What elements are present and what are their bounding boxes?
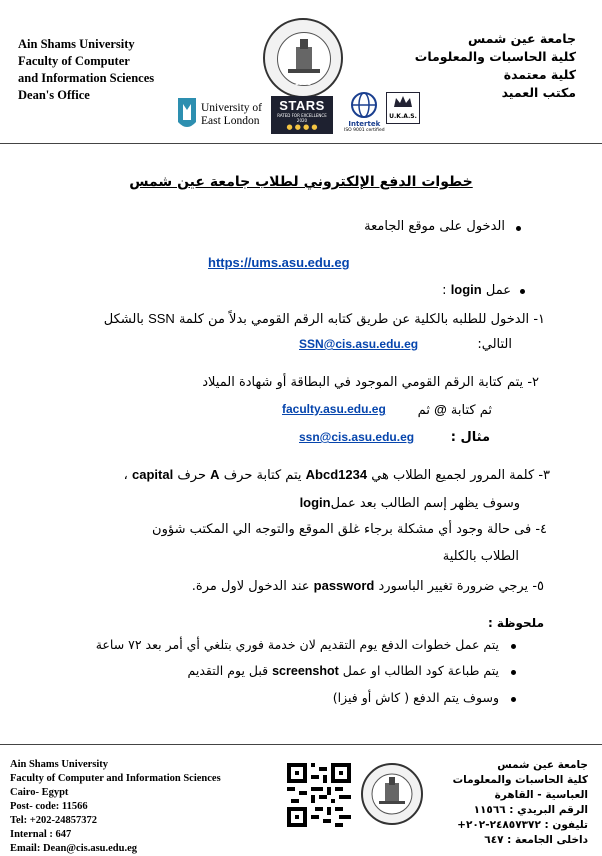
header-ar-office: مكتب العميد	[501, 85, 576, 100]
page-title: خطوات الدفع الإلكتروني لطلاب جامعة عين شمس	[129, 174, 473, 190]
stars-year: 2020	[296, 118, 308, 123]
footer-arabic-block	[453, 758, 588, 848]
footer-ar-tel: تليفون : ٢٤٨٥٧٣٧٢-٢٠٢+	[457, 819, 588, 831]
header-divider	[0, 143, 602, 144]
notes-title: ملحوظة :	[487, 616, 544, 630]
seal-building-icon	[278, 33, 330, 85]
note2-line	[188, 662, 499, 680]
footer-faculty: Faculty of Computer and Information Sciences	[10, 773, 221, 784]
footer-internal: Internal : 647	[10, 829, 72, 840]
item1-email-link[interactable]	[299, 337, 418, 351]
header-university-name: Ain Shams University	[18, 37, 135, 51]
footer-postcode: Post- code: 11566	[10, 801, 88, 812]
bullet-icon	[511, 644, 516, 649]
footer-university: Ain Shams University	[10, 759, 109, 770]
ukas-logo	[386, 92, 420, 124]
footer-english-block	[10, 758, 221, 856]
bullet-icon	[511, 670, 516, 675]
note1-text: يتم عمل خطوات الدفع يوم التقديم لان خدمة فوري بتلغي أي أمر بعد ٧٢ ساعة	[95, 637, 499, 652]
intertek-globe-icon	[347, 92, 381, 118]
header-english-block	[18, 36, 154, 104]
footer-email[interactable]: Email: Dean@cis.asu.edu.eg	[10, 843, 138, 854]
item1-num: ١-	[533, 312, 545, 327]
item3-comma: ،	[123, 468, 128, 483]
stars-logo	[271, 96, 333, 134]
footer-ar-university: جامعة عين شمس	[497, 759, 588, 771]
header-arabic-block	[415, 30, 576, 102]
item2-at: @	[434, 402, 447, 417]
item1-line2	[477, 336, 512, 354]
footer-ar-faculty: كلية الحاسبات والمعلومات	[452, 774, 588, 786]
item5-password: password	[313, 578, 375, 593]
uel-logo	[176, 96, 262, 134]
item4-text: فى حالة وجود أي مشكلة برجاء غلق الموقع والتوجه الي المكتب شؤون	[152, 522, 532, 537]
header-faculty-line2: and Information Sciences	[18, 71, 155, 85]
item5-text-b: عند الدخول لاول مرة.	[191, 579, 310, 594]
header-ar-university: جامعة عين شمس	[467, 31, 576, 46]
item2-then: ثم كتابة	[450, 403, 492, 418]
footer-divider	[0, 744, 602, 745]
qr-code	[287, 763, 351, 827]
item1-text-a: الدخول للطلبه بالكلية عن طريق كتابه الرقم القومي بدلاً من كلمة	[178, 312, 530, 327]
item1-ssn: SSN	[148, 311, 175, 326]
item2-domain-link[interactable]	[282, 402, 386, 416]
item2-then2: ثم	[417, 403, 430, 418]
header-ar-faculty: كلية الحاسبات والمعلومات	[414, 49, 576, 64]
note2-text-c: قبل يوم التقديم	[187, 663, 269, 678]
item3-line2	[300, 494, 520, 513]
uel-shield-icon	[176, 96, 198, 134]
item2-example-text[interactable]: ssn@cis.asu.edu.eg	[299, 430, 415, 444]
footer-ar-city: العباسية - القاهرة	[494, 789, 588, 801]
item3-login: login	[299, 495, 331, 510]
bullet-icon	[511, 697, 516, 702]
item2-line1	[202, 374, 539, 392]
intertek-label: Intertek	[348, 120, 381, 128]
item2-num: ٢-	[527, 375, 539, 390]
item4-num: ٤-	[535, 522, 547, 537]
item1-line1	[104, 310, 545, 329]
item5-text-a: يرجي ضرورة تغيير الباسورد	[378, 579, 529, 594]
intertek-logo	[344, 92, 385, 133]
item1-text-b: بالشكل	[103, 312, 144, 327]
login-word: login	[450, 282, 482, 297]
item4-line1	[152, 521, 547, 539]
item3-line1	[124, 466, 550, 485]
stars-rating-icon: ● ● ● ●	[286, 123, 318, 131]
item1-email-text[interactable]: SSN@cis.asu.edu.eg	[299, 337, 419, 351]
header-faculty-line1: Faculty of Computer	[18, 54, 130, 68]
item5-num: ٥-	[532, 579, 544, 594]
footer-ar-postcode: الرقم البريدي : ١١٥٦٦	[473, 804, 588, 816]
item2-example-label: مثال :	[450, 430, 490, 445]
ums-link-text[interactable]: https://ums.asu.edu.eg	[208, 255, 350, 270]
note2-text-a: يتم طباعة كود الطالب او عمل	[342, 663, 499, 678]
item3-line2-text: وسوف يظهر إسم الطالب بعد عمل	[330, 496, 520, 511]
step1-text: الدخول على موقع الجامعة	[364, 219, 505, 234]
header-ar-accredited: كلية معتمدة	[503, 67, 576, 82]
uel-line2: East London	[201, 115, 260, 127]
item3-password: Abcd1234	[305, 467, 368, 482]
note3-text: وسوف يتم الدفع ( كاش أو فيزا)	[332, 690, 499, 705]
qr-code-icon	[287, 763, 351, 827]
login-suffix: :	[442, 283, 447, 298]
item2-domain-text[interactable]: faculty.asu.edu.eg	[282, 402, 386, 416]
item3-num: ٣-	[538, 468, 550, 483]
item1-next-label: التالي:	[477, 337, 512, 352]
item5-line	[192, 577, 544, 596]
footer-tel: Tel: +202-24857372	[10, 815, 97, 826]
item4-line2: الطلاب بالكلية	[442, 549, 519, 564]
uel-line1: University of	[201, 102, 263, 114]
item3-letter: A	[210, 467, 220, 482]
item2-example-link[interactable]	[299, 430, 414, 444]
login-heading	[442, 281, 511, 300]
footer-city: Cairo- Egypt	[10, 787, 69, 798]
header-office: Dean's Office	[18, 88, 90, 102]
footer-seal-logo	[361, 763, 423, 825]
item3-text-a: كلمة المرور لجميع الطلاب هي	[371, 468, 535, 483]
footer-ar-internal: داخلى الجامعة : ٦٤٧	[484, 834, 588, 846]
bullet-icon	[516, 226, 521, 231]
university-seal-logo	[263, 18, 343, 98]
item3-text-c: حرف	[177, 468, 207, 483]
item3-text-b: يتم كتابة حرف	[223, 468, 302, 483]
footer-seal-building-icon	[363, 765, 421, 823]
item3-capital: capital	[132, 467, 174, 482]
seal-year: 1995	[294, 80, 312, 87]
stars-tagline: RATED FOR EXCELLENCE	[277, 113, 327, 118]
intertek-iso: ISO 9001 certified	[344, 128, 385, 133]
login-prefix: عمل	[485, 283, 511, 298]
stars-label: STARS	[279, 98, 325, 113]
ums-link[interactable]	[208, 255, 350, 271]
ukas-label: U.K.A.S.	[389, 113, 417, 120]
bullet-icon	[520, 289, 525, 294]
note2-screenshot: screenshot	[272, 664, 339, 678]
item2-text: يتم كتابة الرقم القومي الموجود في البطاقة أو شهادة الميلاد	[202, 375, 524, 390]
ukas-crown-icon	[388, 93, 418, 111]
item2-line2	[418, 401, 492, 420]
